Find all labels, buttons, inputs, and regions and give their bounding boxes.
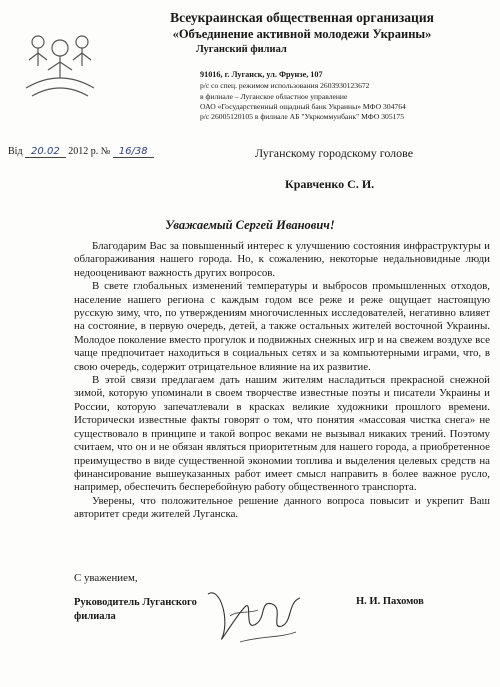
- addressee-name: Кравченко С. И.: [285, 177, 375, 191]
- signer-position: Руководитель Луганского филиала: [74, 597, 197, 622]
- branch-name: Луганский филиал: [196, 44, 287, 55]
- contact-line: р/с со спец. режимом использования 2603930123672: [200, 81, 370, 91]
- contact-address: 91016, г. Луганск, ул. Фрунзе, 107: [200, 70, 323, 79]
- reference-number: 16/38: [113, 146, 154, 158]
- signer-name: Н. И. Пахомов: [356, 596, 424, 607]
- organization-title: [112, 10, 492, 42]
- handwritten-signature: [200, 580, 310, 660]
- contact-line: ОАО «Государственный ощадный банк Украины» МФО 304764: [200, 101, 406, 111]
- contact-line: в филиале – Луганское областное управление: [200, 91, 348, 101]
- body-paragraph: Благодарим Вас за повышенный интерес к улучшению состояния инфраструктуры и облагораживания нашего города. Но, к сожалению, некоторые недальновидные люди недооценивают важность других вопросов.: [74, 240, 490, 279]
- contact-block: [200, 70, 490, 122]
- reference-year-number: 2012 р. №: [68, 146, 111, 157]
- reference-line: [8, 146, 154, 157]
- salutation: Уважаемый Сергей Иванович!: [165, 218, 335, 232]
- letter-body: [74, 240, 490, 522]
- addressee-title: Луганскому городскому голове: [255, 146, 414, 160]
- body-paragraph: В этой связи предлагаем дать нашим жителям насладиться прекрасной снежной зимой, которую упоминали в своем творчестве известные поэты и писатели Украины и России, которую запечатлевали в красках великие художники прошлого времени. Исторически известные факты говорят о том, что понятия «массовая чистка снега» не существовало в принципе и такой вопрос веками не вызывал никаких трений. Поэтому считаем, что он и не обязан являться приоритетным для нашего города, а приобретенное преимущество в виде существенной экономии топлива и выделения целевых средств на финансирование вышеуказанных работ имеет смысл направить в более важное русло, например, обеспечить бесперебойную работу общественного транспорта.: [74, 374, 490, 494]
- body-paragraph: В свете глобальных изменений температуры и выбросов промышленных отходов, население нашего региона с каждым годом все реже и реже ощущает настоящую русскую зиму, что, по утверждениям многочисленных исследователей, негативно влияет на состояние, в первую очередь, детей, а также остальных жителей восточной Украины. Молодое поколение вместо прогулок и подвижных снежных игр и на свежем воздухе все чаще предпочитает находиться в социальных сетях и за компьютерными играми, что, в свою очередь, содержит отрицательное влияние на их развитие.: [74, 280, 490, 373]
- reference-prefix: Від: [8, 146, 23, 157]
- organization-subtitle: «Объединение активной молодежи Украины»: [172, 27, 432, 41]
- organization-name: Всеукраинская общественная организация: [170, 10, 434, 25]
- reference-date: 20.02: [25, 146, 66, 158]
- body-paragraph: Уверены, что положительное решение данного вопроса повысит и укрепит Ваш авторитет среди жителей Луганска.: [74, 494, 490, 521]
- closing-regards: С уважением,: [74, 572, 138, 584]
- organization-logo-icon: [16, 8, 104, 108]
- contact-line: р/с 26005120105 в филиале АБ "Укркоммунбанк" МФО 305175: [200, 112, 405, 122]
